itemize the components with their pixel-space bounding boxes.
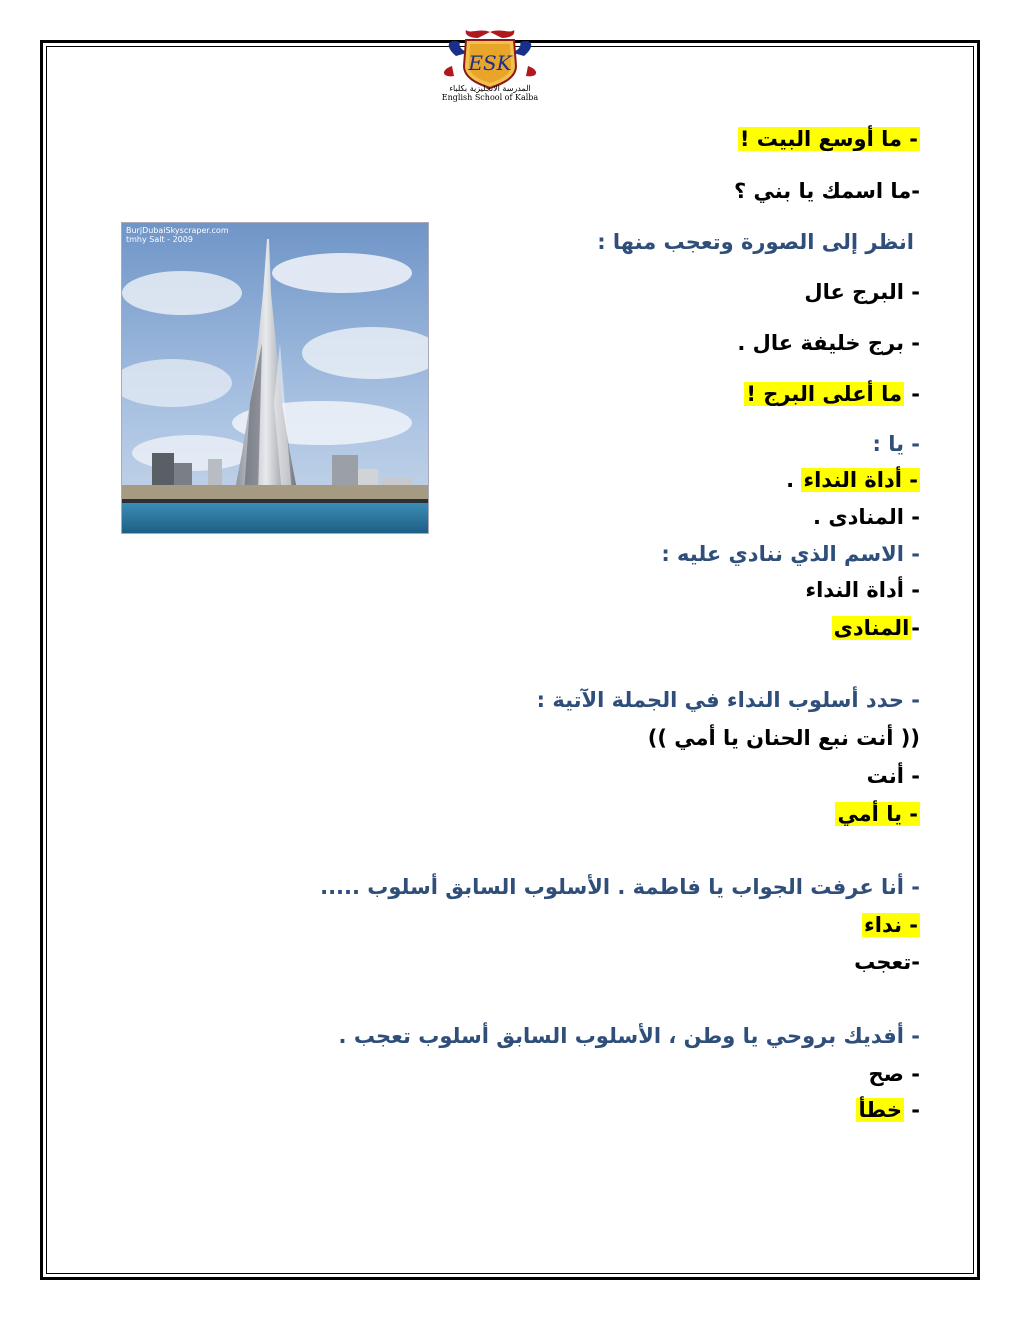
text-line: -ما اسمك يا بني ؟ (734, 179, 920, 203)
text-line: - أداة النداء (805, 578, 920, 602)
text-line: - يا : (872, 432, 920, 456)
text-line: -تعجب (854, 950, 920, 974)
photo-caption-site: BurjDubaiSkyscraper.com (126, 226, 229, 235)
text-line: - حدد أسلوب النداء في الجملة الآتية : (536, 688, 920, 712)
text-line: - ما أعلى البرج ! (746, 382, 920, 406)
text-line: (( أنت نبع الحنان يا أمي )) (647, 726, 920, 750)
burj-khalifa-photo (121, 222, 429, 534)
photo-caption-author: tmhy Salt - 2009 (126, 235, 193, 244)
text-line: انظر إلى الصورة وتعجب منها : (597, 230, 914, 254)
text-line: - خطأ (858, 1098, 920, 1122)
text-line: - أفديك بروحي يا وطن ، الأسلوب السابق أسلوب تعجب . (338, 1024, 920, 1048)
text-line: - برج خليفة عال . (737, 331, 920, 355)
logo-english-name: English School of Kalba (441, 93, 539, 102)
text-line: - الاسم الذي ننادي عليه : (661, 542, 920, 566)
logo-arabic-name: المدرسة الانجليزية بكلباء (449, 84, 531, 93)
photo-caption (126, 226, 229, 244)
text-line: - أداة النداء . (786, 468, 918, 492)
text-line: - ما أوسع البيت ! (739, 127, 918, 151)
logo-letters: ESK (468, 51, 512, 75)
text-line: - البرج عال (804, 280, 920, 304)
tower-image-icon (122, 223, 428, 533)
text-line: - المنادى . (813, 505, 920, 529)
logo-caption (430, 84, 550, 102)
text-line: - نداء (864, 913, 918, 937)
text-line: - يا أمي (837, 802, 918, 826)
text-line: - أنا عرفت الجواب يا فاطمة . الأسلوب السابق أسلوب ..... (320, 875, 920, 899)
text-line: -المنادى (833, 616, 920, 640)
text-line: - صح (868, 1062, 920, 1086)
text-line: - أنت (866, 764, 920, 788)
